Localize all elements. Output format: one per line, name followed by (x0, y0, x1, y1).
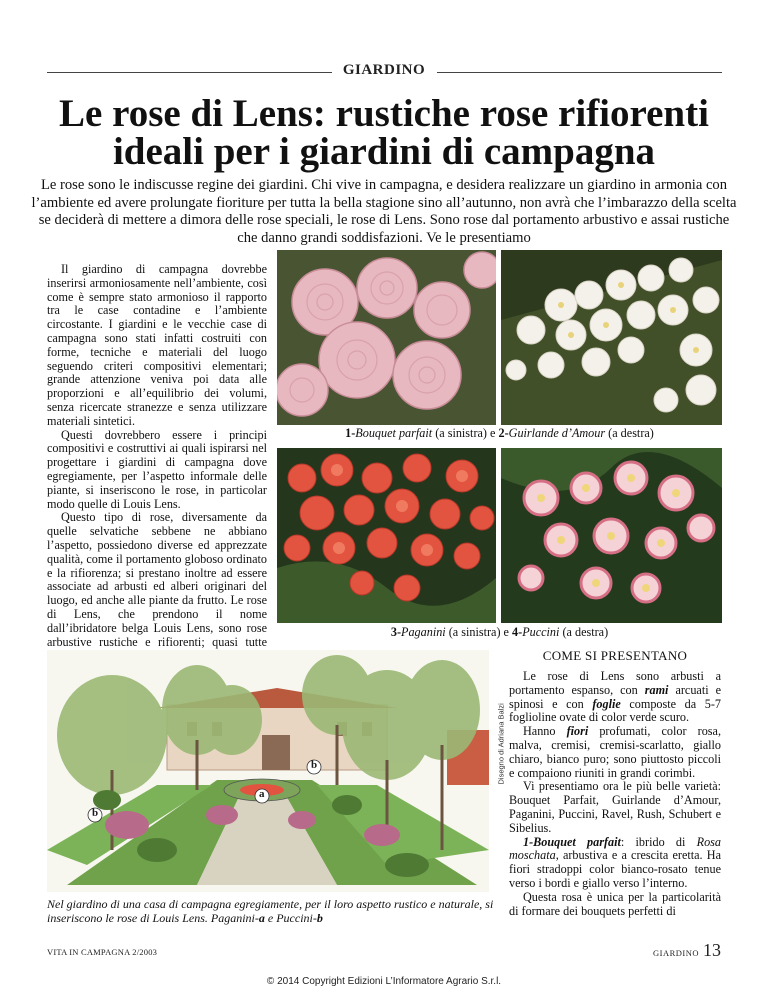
left-column (47, 263, 267, 663)
photo-guirlande-damour (501, 250, 722, 425)
subhead-come-si-presentano: COME SI PRESENTANO (542, 648, 688, 663)
right-column (509, 670, 721, 918)
caption-photos-3-4: 3-Paganini (a sinistra) e 4-Puccini (a destra) (390, 625, 609, 639)
right-paragraph-2: Hanno fiori profumati, color rosa, malva, cremisi, cremisi-scarlatto, giallo chiaro, bianco puro; sono piuttosto piccoli e compaiono riuniti in grandi corimbi. (509, 724, 721, 780)
garden-label-a: a (259, 788, 265, 800)
photo-puccini (501, 448, 722, 623)
footer-page (653, 940, 721, 961)
lead-paragraph: Le rose sono le indiscusse regine dei giardini. Chi vive in campagna, e desidera realizzare un giardino in armonia con l’ambiente ed avere prolungate fioriture per tutta la bella stagione sino all’autunno, non avrà che l’imbarazzo della scelta se deciderà di mettere a dimora delle rose speciali, le rose di Lens. Sono rose dal portamento arbustivo e assai rustiche che danno grandi soddisfazioni. Ve le presentiamo (31, 177, 737, 246)
right-paragraph-4: 1-Bouquet parfait: ibrido di Rosa moschata, arbustiva e a crescita eretta. Ha fiori stradoppi color bianco-rosato tenue verso i bordi e giallo verso l’interno. (509, 834, 721, 890)
section-label: GIARDINO (342, 62, 426, 78)
copyright: © 2014 Copyright Edizioni L’Informatore Agrario S.r.l. (266, 976, 502, 987)
title-line-1: Le rose di Lens: rustiche rose rifiorenti (59, 92, 709, 135)
photo-bouquet-parfait (277, 250, 496, 425)
garden-caption: Nel giardino di una casa di campagna egregiamente, per il loro aspetto rustico e naturale, si inseriscono le rose di Louis Lens. Paganini-a e Puccini-b (47, 897, 494, 925)
right-paragraph-3: Vi presentiamo ora le più belle varietà: Bouquet Parfait, Guirlande d’Amour, Paganini, Puccini, Ravel, Rush, Schubert e Sibelius. (509, 779, 721, 835)
right-paragraph-5: Questa rosa è unica per la particolarità di formare dei bouquets perfetti di (509, 889, 721, 918)
garden-label-b-right: b (311, 759, 318, 771)
caption-photos-1-2: 1-Bouquet parfait (a sinistra) e 2-Guirlande d’Amour (a destra) (345, 426, 654, 440)
left-paragraph-1: Il giardino di campagna dovrebbe inserirsi armoniosamente nell’ambiente, così come è sempre stato armonioso il rapporto tra le case contadine e l’ambiente circostante. I giardini e le vecchie case di campagna sono stati infatti costruiti con forme, tecniche e materiali del luogo seguendo criteri compositivi elementari; grande attenzione veniva poi data alle proporzioni e all’equilibrio dei volumi, senza ricercate stranezze e senza utilizzare materiali sintetici. (47, 262, 267, 428)
left-paragraph-3: Questo tipo di rose, diversamente da quelle selvatiche sebbene ne abbiano l’aspetto, possiedono diverse ed apprezzate qualità, come il portamento globoso ordinato e la rifiorenza; si prestano inoltre ad essere associate ad arbusti ed alberi originari del luogo, ed anche alle piante da frutto. Le rose di Lens, che prendono il nome dall’ibridatore belga Louis Lens, sono rose arbustive rustiche e rifiorenti; quasi tutte (47, 510, 267, 649)
garden-illustration (47, 650, 489, 892)
article-title (20, 92, 748, 173)
right-paragraph-1: Le rose di Lens sono arbusti a portamento espanso, con rami arcuati e spinosi e con foglie composte da 5-7 foglioline ovate di color verde scuro. (509, 669, 721, 725)
page-number: 13 (703, 940, 721, 960)
photo-paganini (277, 448, 496, 623)
footer-section: GIARDINO (652, 948, 699, 958)
illustration-credit: Disegno di Adriana Balzi (496, 703, 506, 785)
garden-label-b-left: b (92, 807, 99, 819)
footer-magazine: VITA IN CAMPAGNA 2/2003 (47, 947, 158, 957)
left-paragraph-2: Questi dovrebbero essere i principi compositivi e costruttivi ai quali ispirarsi nel progettare i giardini di campagna dove egregiamente, per l’aspetto informale delle piante, si inseriscono le rose, in particolar modo quelle di Louis Lens. (47, 427, 267, 511)
title-line-2: ideali per i giardini di campagna (112, 130, 656, 173)
